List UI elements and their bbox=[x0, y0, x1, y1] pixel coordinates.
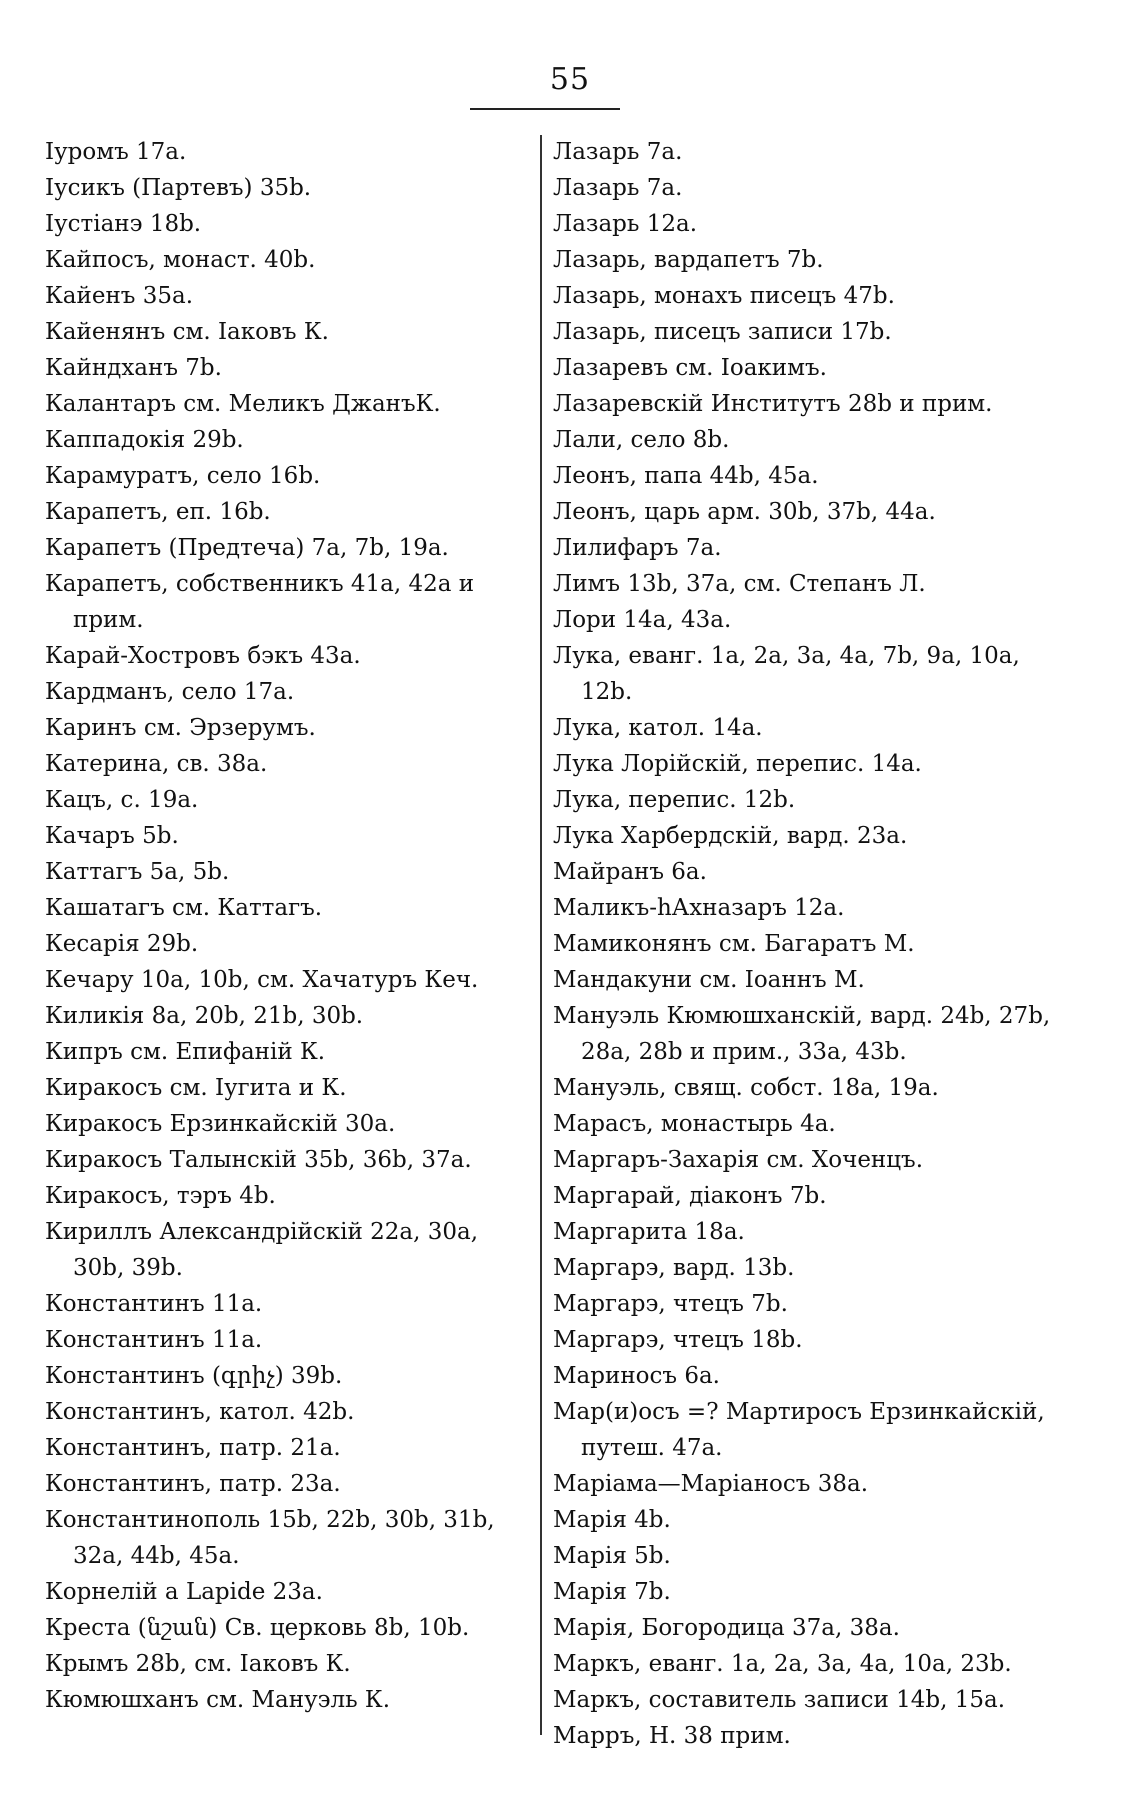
index-column-right bbox=[553, 134, 1053, 1754]
index-entry: Крымъ 28b, см. Іаковъ К. bbox=[45, 1651, 351, 1677]
index-entry: Лазаревъ см. Іоакимъ. bbox=[553, 355, 827, 381]
index-entry: Константинъ 11a. bbox=[45, 1327, 263, 1353]
index-entry: Константинъ, катол. 42b. bbox=[45, 1399, 355, 1425]
index-entry: Мандакуни см. Іоаннъ М. bbox=[553, 967, 865, 993]
index-column-left bbox=[45, 134, 523, 1718]
index-entry: Кайенянъ см. Іаковъ К. bbox=[45, 319, 329, 345]
index-entry: Лори 14a, 43a. bbox=[553, 607, 732, 633]
index-entry: Качаръ 5b. bbox=[45, 823, 179, 849]
index-entry: Кечару 10a, 10b, см. Хачатуръ Кеч. bbox=[45, 967, 479, 993]
index-entry: Константинъ, патр. 21a. bbox=[45, 1435, 341, 1461]
index-entry: Катерина, св. 38a. bbox=[45, 751, 268, 777]
index-entry: Кайенъ 35a. bbox=[45, 283, 194, 309]
index-entry: Мариносъ 6a. bbox=[553, 1363, 720, 1389]
index-entry: Марія 7b. bbox=[553, 1579, 671, 1605]
index-entry: Маргарэ, вард. 13b. bbox=[553, 1255, 795, 1281]
index-entry: Лазарь, писецъ записи 17b. bbox=[553, 319, 892, 345]
index-entry: Кардманъ, село 17a. bbox=[45, 679, 295, 705]
index-entry: Мануэль Кюмюшханскій, вард. 24b, 27b, 28a, 28b и прим., 33a, 43b. bbox=[553, 1003, 1051, 1065]
index-entry: Іусикъ (Партевъ) 35b. bbox=[45, 175, 312, 201]
index-entry: Маликъ-hАхназаръ 12a. bbox=[553, 895, 845, 921]
index-entry: Карай-Хостровъ бэкъ 43a. bbox=[45, 643, 361, 669]
index-entry: Лилифаръ 7a. bbox=[553, 535, 722, 561]
index-entry: Кайндханъ 7b. bbox=[45, 355, 222, 381]
index-entry: Киракосъ Ерзинкайскій 30a. bbox=[45, 1111, 396, 1137]
index-entry: Лука, еванг. 1a, 2a, 3a, 4a, 7b, 9a, 10a, 12b. bbox=[553, 643, 1020, 705]
index-entry: Марія 4b. bbox=[553, 1507, 671, 1533]
index-entry: Кацъ, с. 19a. bbox=[45, 787, 199, 813]
index-entry: Марръ, Н. 38 прим. bbox=[553, 1723, 791, 1749]
index-entry: Іуромъ 17a. bbox=[45, 139, 187, 165]
index-entry: Кириллъ Александрійскій 22a, 30a, 30b, 39b. bbox=[45, 1219, 479, 1281]
index-entry: Маргарэ, чтецъ 7b. bbox=[553, 1291, 788, 1317]
index-entry: Карапетъ, собственникъ 41a, 42a и прим. bbox=[45, 571, 475, 633]
index-entry: Іустіанэ 18b. bbox=[45, 211, 202, 237]
index-entry: Карапетъ, еп. 16b. bbox=[45, 499, 271, 525]
index-entry: Кашатагъ см. Каттагъ. bbox=[45, 895, 323, 921]
index-entry: Маргарита 18a. bbox=[553, 1219, 745, 1245]
index-entry: Мар(и)осъ =? Мартиросъ Ерзинкайскій, путеш. 47a. bbox=[553, 1399, 1045, 1461]
index-entry: Маргарай, діаконъ 7b. bbox=[553, 1183, 827, 1209]
index-entry: Кипръ см. Епифаній К. bbox=[45, 1039, 326, 1065]
index-entry: Лазарь 7a. bbox=[553, 175, 683, 201]
index-entry: Лазарь 12a. bbox=[553, 211, 698, 237]
index-entry: Лазаревскій Институтъ 28b и прим. bbox=[553, 391, 993, 417]
index-entry: Карапетъ (Предтеча) 7a, 7b, 19a. bbox=[45, 535, 449, 561]
index-entry: Каринъ см. Эрзерумъ. bbox=[45, 715, 316, 741]
index-entry: Лазарь, монахъ писецъ 47b. bbox=[553, 283, 895, 309]
index-entry: Маркъ, еванг. 1a, 2a, 3a, 4a, 10a, 23b. bbox=[553, 1651, 1012, 1677]
index-entry: Лука Харбердскій, вард. 23a. bbox=[553, 823, 908, 849]
index-entry: Лазарь 7a. bbox=[553, 139, 683, 165]
index-entry: Леонъ, папа 44b, 45a. bbox=[553, 463, 819, 489]
header-rule bbox=[470, 108, 620, 110]
index-entry: Киракосъ см. Іугита и К. bbox=[45, 1075, 347, 1101]
index-entry: Кайпосъ, монаст. 40b. bbox=[45, 247, 316, 273]
index-entry: Мануэль, свящ. собст. 18a, 19a. bbox=[553, 1075, 939, 1101]
index-entry: Марія, Богородица 37a, 38a. bbox=[553, 1615, 900, 1641]
index-entry: Лали, село 8b. bbox=[553, 427, 730, 453]
index-entry: Каппадокія 29b. bbox=[45, 427, 244, 453]
index-entry: Карамуратъ, село 16b. bbox=[45, 463, 321, 489]
index-entry: Константинъ, патр. 23a. bbox=[45, 1471, 341, 1497]
index-entry: Кюмюшханъ см. Мануэль К. bbox=[45, 1687, 391, 1713]
index-entry: Лука Лорійскій, перепис. 14a. bbox=[553, 751, 922, 777]
index-entry: Маріама—Маріаносъ 38a. bbox=[553, 1471, 869, 1497]
index-entry: Мамиконянъ см. Багаратъ М. bbox=[553, 931, 915, 957]
index-entry: Каттагъ 5a, 5b. bbox=[45, 859, 230, 885]
index-entry: Маркъ, составитель записи 14b, 15a. bbox=[553, 1687, 1006, 1713]
index-entry: Креста (նշան) Св. церковь 8b, 10b. bbox=[45, 1615, 470, 1641]
index-entry: Лука, катол. 14a. bbox=[553, 715, 763, 741]
index-entry: Маргаръ-Захарія см. Хоченцъ. bbox=[553, 1147, 923, 1173]
index-entry: Константинополь 15b, 22b, 30b, 31b, 32a, 44b, 45a. bbox=[45, 1507, 495, 1569]
index-entry: Лазарь, вардапетъ 7b. bbox=[553, 247, 824, 273]
index-entry: Майранъ 6a. bbox=[553, 859, 707, 885]
index-entry: Лука, перепис. 12b. bbox=[553, 787, 796, 813]
index-entry: Константинъ 11a. bbox=[45, 1291, 263, 1317]
index-entry: Киликія 8a, 20b, 21b, 30b. bbox=[45, 1003, 364, 1029]
index-entry: Леонъ, царь арм. 30b, 37b, 44a. bbox=[553, 499, 936, 525]
column-divider bbox=[540, 135, 542, 1735]
index-entry: Лимъ 13b, 37a, см. Степанъ Л. bbox=[553, 571, 926, 597]
index-entry: Кесарія 29b. bbox=[45, 931, 199, 957]
index-entry: Константинъ (գրիչ) 39b. bbox=[45, 1363, 343, 1389]
index-entry: Киракосъ Талынскій 35b, 36b, 37a. bbox=[45, 1147, 472, 1173]
index-entry: Марія 5b. bbox=[553, 1543, 671, 1569]
page-number: 55 bbox=[549, 62, 591, 97]
index-entry: Марасъ, монастырь 4a. bbox=[553, 1111, 836, 1137]
index-entry: Киракосъ, тэръ 4b. bbox=[45, 1183, 276, 1209]
index-entry: Маргарэ, чтецъ 18b. bbox=[553, 1327, 803, 1353]
index-entry: Корнелій a Lapide 23a. bbox=[45, 1579, 323, 1605]
index-entry: Калантаръ см. Меликъ ДжанъК. bbox=[45, 391, 441, 417]
